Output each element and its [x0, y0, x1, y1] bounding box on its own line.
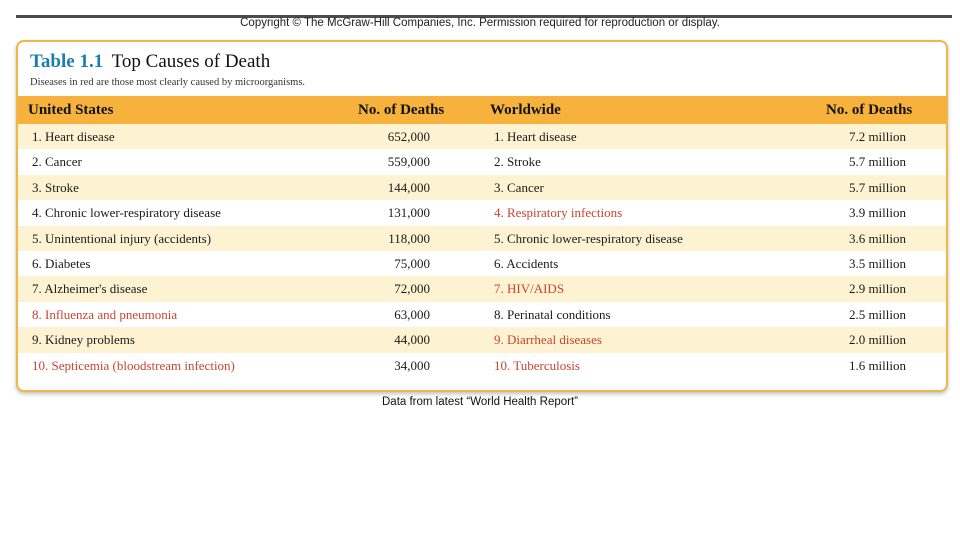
us-cause: 5. Unintentional injury (accidents) — [32, 230, 212, 246]
table-number: Table 1.1 — [30, 51, 104, 72]
world-deaths: 1.6 million — [848, 357, 906, 373]
header-world-deaths: No. of Deaths — [826, 102, 913, 118]
table-row — [18, 353, 946, 378]
world-deaths: 2.9 million — [848, 281, 906, 297]
us-cause: 9. Kidney problems — [32, 332, 135, 348]
world-cause: 6. Accidents — [494, 255, 559, 271]
world-cause: 10. Tuberculosis — [494, 357, 580, 373]
us-deaths: 44,000 — [394, 332, 430, 348]
header-united-states: United States — [28, 102, 114, 118]
table-card — [16, 40, 948, 392]
table-row — [18, 251, 946, 276]
table-row — [18, 327, 946, 352]
world-cause: 1. Heart disease — [494, 129, 577, 144]
us-deaths: 63,000 — [394, 306, 430, 322]
us-deaths: 34,000 — [394, 357, 430, 373]
table-subtitle: Diseases in red are those most clearly caused by microorganisms. — [30, 77, 306, 88]
world-cause: 9. Diarrheal diseases — [494, 332, 602, 348]
world-deaths: 5.7 million — [848, 179, 906, 195]
world-cause: 2. Stroke — [494, 154, 541, 170]
table-row — [18, 124, 946, 149]
us-cause: 7. Alzheimer's disease — [32, 281, 148, 297]
table-row — [18, 200, 946, 225]
header-worldwide: Worldwide — [490, 102, 561, 118]
us-deaths: 131,000 — [387, 205, 430, 221]
world-deaths: 2.0 million — [848, 332, 906, 348]
table-title-text: Top Causes of Death — [111, 51, 271, 72]
world-deaths: 3.9 million — [848, 205, 906, 221]
world-deaths: 3.5 million — [848, 255, 906, 271]
us-cause: 4. Chronic lower-respiratory disease — [32, 205, 221, 221]
world-deaths: 5.7 million — [848, 154, 906, 170]
world-deaths: 2.5 million — [848, 306, 906, 322]
us-cause: 1. Heart disease — [32, 129, 115, 144]
world-cause: 8. Perinatal conditions — [494, 306, 611, 322]
table-header — [18, 96, 946, 124]
table-row — [18, 276, 946, 301]
table-title — [30, 51, 270, 73]
us-cause: 8. Influenza and pneumonia — [32, 306, 178, 322]
world-cause: 3. Cancer — [494, 179, 544, 195]
world-cause: 7. HIV/AIDS — [494, 281, 565, 297]
table-row — [18, 149, 946, 174]
table-row — [18, 226, 946, 251]
table-body — [18, 124, 946, 378]
us-deaths: 652,000 — [387, 129, 430, 144]
us-deaths: 559,000 — [387, 154, 430, 170]
world-deaths: 3.6 million — [848, 230, 906, 246]
us-cause: 3. Stroke — [32, 179, 79, 195]
world-cause: 4. Respiratory infections — [494, 205, 623, 221]
table-row — [18, 175, 946, 200]
us-deaths: 75,000 — [394, 255, 430, 271]
us-cause: 6. Diabetes — [32, 255, 91, 271]
us-deaths: 72,000 — [394, 281, 430, 297]
header-us-deaths: No. of Deaths — [358, 102, 445, 118]
table-row — [18, 302, 946, 327]
us-deaths: 144,000 — [387, 179, 430, 195]
world-deaths: 7.2 million — [848, 129, 906, 144]
copyright-notice: Copyright © The McGraw-Hill Companies, Inc. Permission required for reproduction or display. — [240, 17, 720, 29]
world-cause: 5. Chronic lower-respiratory disease — [494, 230, 683, 246]
data-source-note: Data from latest “World Health Report” — [382, 396, 578, 408]
us-cause: 10. Septicemia (bloodstream infection) — [32, 357, 235, 373]
us-deaths: 118,000 — [388, 230, 430, 246]
us-cause: 2. Cancer — [32, 154, 82, 170]
